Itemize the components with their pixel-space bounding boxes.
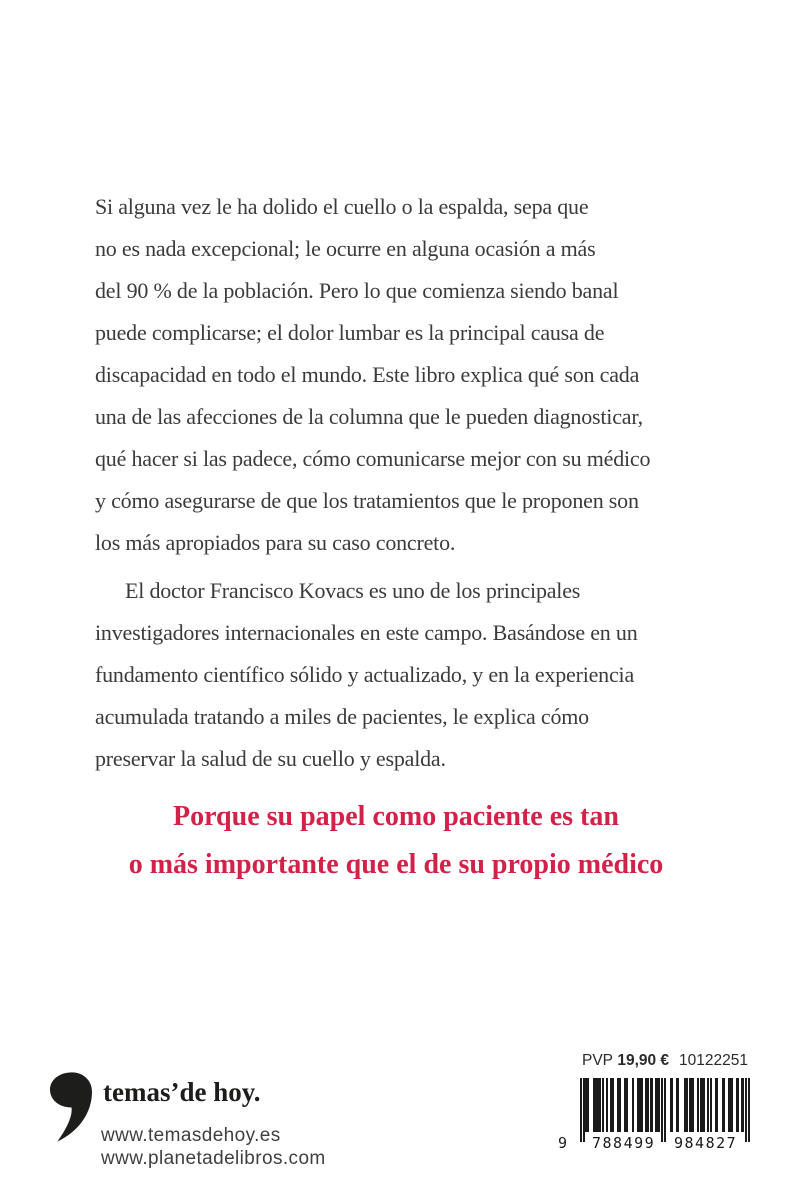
pvp-label: PVP: [582, 1052, 614, 1069]
body-line: qué hacer si las padece, cómo comunicarse mejor con su médico: [95, 446, 651, 471]
publisher-block: [0, 1038, 400, 1188]
body-line: investigadores internacionales en este campo. Basándose en un: [95, 620, 638, 645]
publisher-logo-text: temas’de hoy.: [103, 1077, 261, 1107]
isbn-digits: [556, 1134, 756, 1152]
body-line: fundamento científico sólido y actualizado, y en la experiencia: [95, 662, 635, 687]
publisher-urls: [101, 1124, 326, 1170]
body-line: puede complicarse; el dolor lumbar es la principal causa de: [95, 320, 605, 345]
body-line: no es nada excepcional; le ocurre en alguna ocasión a más: [95, 236, 596, 261]
body-line: los más apropiados para su caso concreto.: [95, 530, 456, 555]
synopsis-paragraph-1: [95, 186, 755, 564]
body-line: discapacidad en todo el mundo. Este libro explica qué son cada: [95, 362, 640, 387]
isbn-digit-first: 9: [558, 1134, 569, 1152]
publisher-url: www.planetadelibros.com: [101, 1148, 326, 1169]
barcode-guard-middle: [661, 1078, 666, 1142]
isbn-digit-group2: 984827: [674, 1134, 738, 1152]
body-line: acumulada tratando a miles de pacientes, le explica cómo: [95, 704, 589, 729]
publisher-url: www.temasdehoy.es: [101, 1125, 281, 1146]
body-line: El doctor Francisco Kovacs es uno de los principales: [125, 578, 581, 603]
body-line: Si alguna vez le ha dolido el cuello o la espalda, sepa que: [95, 194, 589, 219]
synopsis-paragraph-2: [95, 570, 755, 780]
tagline-line: Porque su papel como paciente es tan: [173, 801, 619, 832]
isbn-digit-group1: 788499: [592, 1134, 656, 1152]
body-line: del 90 % de la población. Pero lo que comienza siendo banal: [95, 278, 619, 303]
barcode-guard-right: [745, 1078, 750, 1142]
price-barcode-block: [556, 1052, 756, 1162]
price-value: 19,90 €: [617, 1052, 670, 1069]
tagline: [0, 793, 792, 889]
price-label: [582, 1052, 669, 1070]
body-line: preservar la salud de su cuello y espalda.: [95, 746, 446, 771]
barcode-guard-left: [580, 1078, 585, 1142]
comma-logo-icon: [50, 1072, 92, 1142]
body-line: y cómo asegurarse de que los tratamientos que le proponen son: [95, 488, 639, 513]
price-row: [582, 1052, 748, 1070]
tagline-line: o más importante que el de su propio médico: [128, 849, 664, 880]
product-code: 10122251: [679, 1052, 748, 1069]
body-line: una de las afecciones de la columna que le pueden diagnosticar,: [95, 404, 643, 429]
synopsis: [95, 186, 755, 780]
